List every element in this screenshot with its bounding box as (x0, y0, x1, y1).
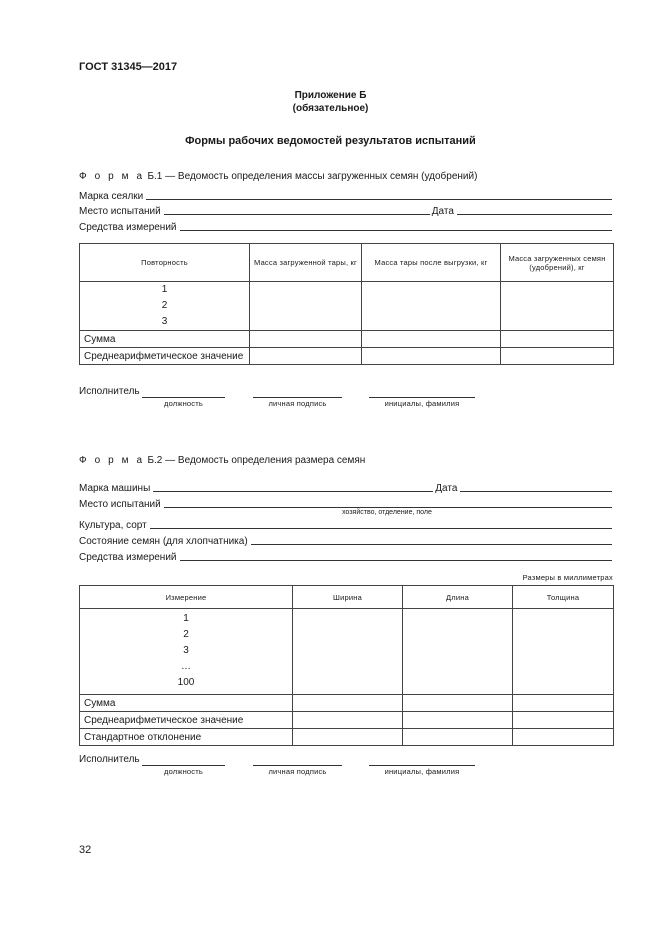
form2-place-hint: хозяйство, отделение, поле (342, 509, 432, 516)
form1-date-label: Дата (431, 206, 454, 217)
form2-means-line[interactable] (180, 559, 612, 561)
form1-position-caption: должность (164, 399, 203, 408)
table-cell[interactable] (501, 348, 614, 365)
form1-col-header: Масса тары после выгрузки, кг (362, 244, 501, 282)
form1-table-header (80, 244, 614, 282)
form2-date-line[interactable] (460, 490, 612, 492)
table-row (80, 348, 614, 365)
form2-place-label: Место испытаний (79, 499, 161, 510)
form2-means-field (79, 550, 614, 563)
form2-name-line[interactable] (369, 764, 475, 766)
form1-col-header: Повторность (80, 244, 250, 282)
form1-place-label: Место испытаний (79, 206, 161, 217)
form2-col-header: Ширина (293, 586, 403, 609)
row-number: 100 (177, 677, 195, 688)
row-number: 1 (161, 284, 168, 295)
form1-name-caption: инициалы, фамилия (384, 399, 460, 408)
form1-seeder-label: Марка сеялки (79, 191, 144, 202)
form1-means-line[interactable] (180, 229, 612, 231)
form2-crop-label: Культура, сорт (79, 520, 147, 531)
form2-col-header: Толщина (513, 586, 614, 609)
form2-crop-line[interactable] (150, 527, 612, 529)
table-cell[interactable] (250, 331, 362, 348)
row-number: 1 (183, 613, 189, 624)
table-row (80, 609, 614, 695)
form2-name-caption: инициалы, фамилия (384, 767, 460, 776)
row-number: … (181, 661, 191, 672)
form2-machine-date-field (79, 481, 614, 494)
form2-caption-prefix: Ф о р м а (79, 455, 145, 466)
form1-sign-caption: личная подпись (268, 399, 327, 408)
form2-std-label: Стандартное отклонение (80, 729, 293, 746)
form2-machine-line[interactable] (153, 490, 433, 492)
form1-name-line[interactable] (369, 396, 475, 398)
page-number: 32 (79, 844, 92, 856)
table-row (80, 282, 614, 331)
form1-place-date-field (79, 204, 614, 217)
form2-condition-line[interactable] (251, 543, 612, 545)
table-cell[interactable] (362, 348, 501, 365)
form2-col-header: Измерение (80, 586, 293, 609)
row-number: 3 (161, 316, 168, 327)
table-cell[interactable] (403, 729, 513, 746)
appendix-title: Приложение Б (294, 90, 367, 101)
document-code: ГОСТ 31345—2017 (79, 61, 178, 73)
table-cell[interactable] (513, 729, 614, 746)
form1-col-header: Масса загруженных семян (удобрений), кг (501, 244, 614, 282)
table-row (80, 695, 614, 712)
form2-condition-field (79, 534, 614, 547)
form1-caption-text: Б.1 — Ведомость определения массы загруженных семян (удобрений) (147, 171, 478, 182)
table-cell[interactable] (403, 609, 513, 695)
form1-col-header: Масса загруженной тары, кг (250, 244, 362, 282)
row-number: 2 (161, 300, 168, 311)
table-row (80, 729, 614, 746)
form1-caption (79, 171, 477, 182)
row-number: 3 (183, 645, 189, 656)
table-row (80, 331, 614, 348)
form1-means-field (79, 220, 614, 233)
form1-sum-label: Сумма (80, 331, 250, 348)
form2-sign-caption: личная подпись (268, 767, 327, 776)
table-row (80, 712, 614, 729)
form2-position-caption: должность (164, 767, 203, 776)
form2-date-label: Дата (435, 483, 458, 494)
table-cell[interactable] (293, 729, 403, 746)
form2-sign-line[interactable] (253, 764, 342, 766)
form1-mean-label: Среднеарифметическое значение (80, 348, 250, 365)
table-cell[interactable] (513, 609, 614, 695)
table-cell[interactable] (293, 712, 403, 729)
form2-signature-label: Исполнитель (79, 754, 140, 765)
table-cell[interactable] (501, 331, 614, 348)
form1-seeder-line[interactable] (146, 198, 612, 200)
table-cell[interactable] (362, 282, 501, 331)
form2-place-line[interactable] (164, 506, 612, 508)
form1-means-label: Средства измерений (79, 222, 177, 233)
form1-number-cell (80, 282, 250, 331)
form1-place-line[interactable] (164, 213, 430, 215)
form2-caption (79, 455, 365, 466)
appendix-subtitle: (обязательное) (292, 103, 369, 114)
form2-means-label: Средства измерений (79, 552, 177, 563)
table-cell[interactable] (403, 712, 513, 729)
form2-caption-text: Б.2 — Ведомость определения размера семян (147, 455, 366, 466)
form2-col-header: Длина (403, 586, 513, 609)
form2-units-note: Размеры в миллиметрах (522, 573, 613, 582)
form1-signature-label: Исполнитель (79, 386, 140, 397)
form2-table (79, 585, 614, 746)
table-cell[interactable] (362, 331, 501, 348)
form2-position-line[interactable] (142, 764, 225, 766)
form2-mean-label: Среднеарифметическое значение (80, 712, 293, 729)
form1-caption-prefix: Ф о р м а (79, 171, 145, 182)
form2-condition-label: Состояние семян (для хлопчатника) (79, 536, 248, 547)
table-cell[interactable] (293, 609, 403, 695)
table-cell[interactable] (501, 282, 614, 331)
form2-number-cell (80, 609, 293, 695)
table-cell[interactable] (250, 348, 362, 365)
table-cell[interactable] (250, 282, 362, 331)
table-cell[interactable] (293, 695, 403, 712)
form2-machine-label: Марка машины (79, 483, 151, 494)
form1-date-line[interactable] (457, 213, 612, 215)
form1-position-line[interactable] (142, 396, 225, 398)
table-cell[interactable] (513, 695, 614, 712)
row-number: 2 (183, 629, 189, 640)
table-cell[interactable] (513, 712, 614, 729)
form2-sum-label: Сумма (80, 695, 293, 712)
form2-table-header (80, 586, 614, 609)
section-title: Формы рабочих ведомостей результатов испытаний (185, 135, 476, 147)
table-cell[interactable] (403, 695, 513, 712)
form1-table (79, 243, 614, 365)
form1-sign-line[interactable] (253, 396, 342, 398)
form2-crop-field (79, 518, 614, 531)
form1-seeder-field (79, 189, 614, 202)
